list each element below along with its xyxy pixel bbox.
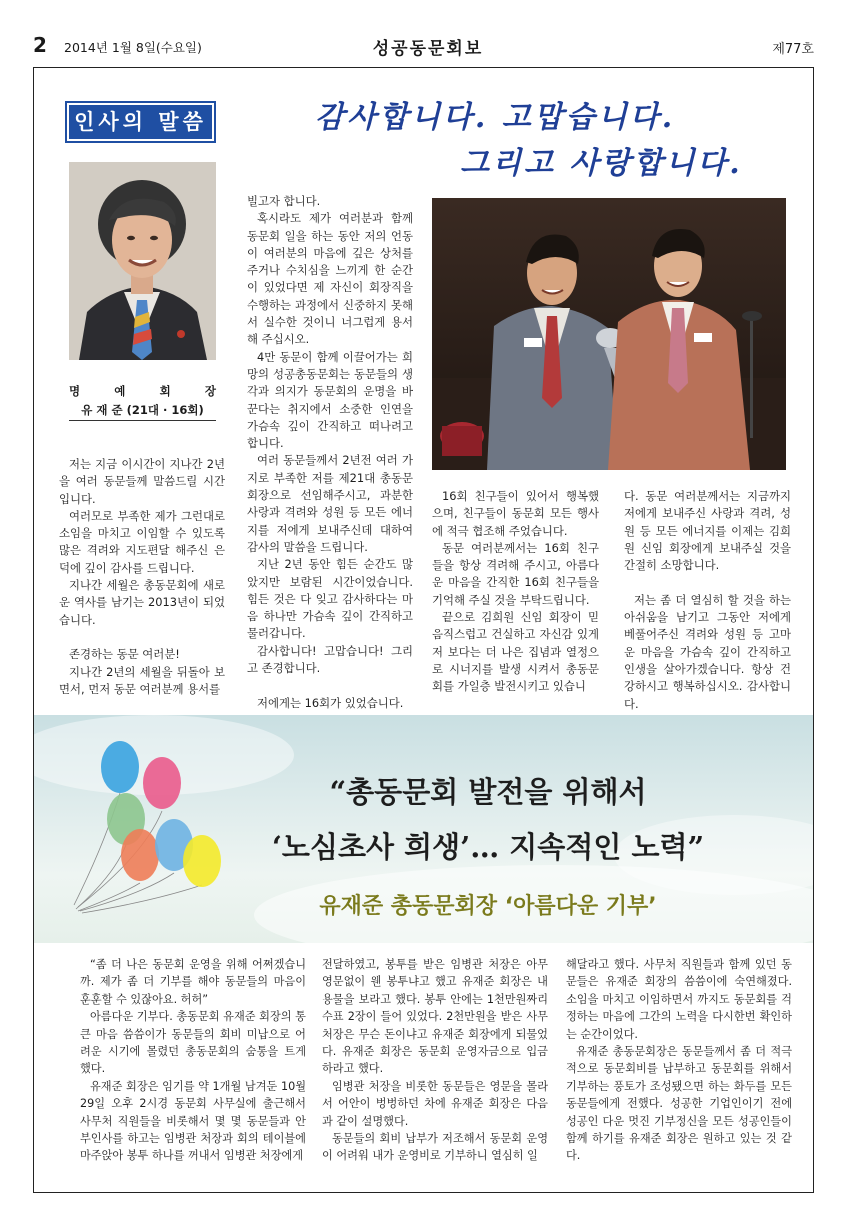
article-subtitle: 유재준 총동문회장 ‘아름다운 기부’ — [319, 894, 657, 919]
paragraph: 다. 동문 여러분께서는 지금까지 저에게 보내주신 사랑과 격려, 성원 등 모든 에너지를 이제는 김희원 신임 회장에게 보내주실 것을 간절히 소망합니다. — [624, 489, 791, 573]
paragraph: 끝으로 김희원 신임 회장이 믿음직스럽고 건실하고 자신감 있게 저 보다는 더 나은 집념과 열정으로 시너지를 발생 시켜서 총동문회를 가일층 발전시키고 있습니 — [432, 610, 599, 694]
paragraph: 아름다운 기부다. 총동문회 유재준 회장의 통 큰 마음 씀씀이가 동문들의 회비 미납으로 어려운 시기에 몰렸던 총동문회의 숨통을 트게 했다. — [80, 1010, 306, 1076]
article-column-1 — [80, 956, 306, 1165]
issue-date: 2014년 1월 8일(수요일) — [64, 40, 202, 55]
paragraph: 임병관 처장을 비롯한 동문들은 영문을 몰라서 어안이 벙벙하던 차에 유재준 회장은 다음과 같이 설명했다. — [322, 1079, 548, 1128]
paragraph: 저는 좀 더 열심히 할 것을 하는 아쉬움을 남기고 그동안 저에게 베풀어주신 격려와 성원 등 고마운 마음을 가슴속 깊이 간직하고 인생을 살아가겠습니다. 항상 건강하시고 행복하십시오. 감사합니다. — [624, 592, 791, 711]
article-title-line-1: “총동문회 발전을 위해서 — [329, 775, 647, 809]
headline-line-1: 감사합니다. 고맙습니다. — [315, 100, 676, 135]
article-column-2 — [322, 956, 548, 1165]
article-column-4 — [624, 488, 791, 713]
paragraph: 전달하였고, 봉투를 받은 임병관 처장은 아무 영문없이 웬 봉투냐고 했고 유재준 회장은 내용물을 보라고 했다. 봉투 안에는 1천만원짜리 수표 2장이 들어 있었다. 2천만원을 받은 사무처장은 무슨 돈이냐고 유재준 회장에게 되물었다. 유재준 회장은 동문회 운영자금으로 입금하라고 했다. — [322, 958, 548, 1076]
paragraph: 지나간 세월은 총동문회에 새로운 역사를 남기는 2013년이 되었습니다. — [59, 578, 225, 627]
paragraph: 존경하는 동문 여러분! — [69, 647, 180, 662]
paragraph: 빌고자 합니다. — [247, 194, 321, 208]
article-column-2 — [247, 193, 413, 712]
section-label: 인사의 말씀 — [67, 103, 214, 141]
caption-divider — [69, 420, 216, 421]
paragraph: 유재준 회장은 임기를 약 1개월 남겨둔 10월 29일 오후 2시경 동문회 사무실에 출근해서 사무처 직원들을 비롯해서 몇 몇 동문들과 안부인사를 하고는 임병관 처장과 회의 테이블에 마주앉아 봉투 하나를 꺼내서 임병관 처장에게 — [80, 1079, 306, 1163]
caption-name: 유 재 준 (21대 · 16회) — [81, 403, 204, 417]
headline-line-2: 그리고 사랑합니다. — [460, 146, 743, 181]
paragraph: “좀 더 나은 동문회 운영을 위해 어쩌겠습니까. 제가 좀 더 기부를 해야 동문들의 마음이 훈훈할 수 있잖아요. 허허” — [80, 958, 306, 1006]
paragraph: 감사합니다! 고맙습니다! 그리고 존경합니다. — [247, 643, 413, 676]
paragraph: 동문 여러분께서는 16회 친구들을 항상 격려해 주시고, 아름다운 마음을 간직한 16회 친구들을 기억해 주실 것을 부탁드립니다. — [432, 540, 599, 607]
paragraph: 지나간 2년의 세월을 뒤돌아 보면서, 먼저 동문 여러분께 용서를 — [59, 664, 225, 696]
paragraph: 동문들의 회비 납부가 저조해서 동문회 운영이 어려워 내가 운영비로 기부하니 열심히 일 — [322, 1132, 548, 1163]
caption-role-char: 회 — [159, 384, 171, 398]
paragraph: 4만 동문이 함께 이끌어가는 희망의 성공총동문회는 동문들의 생각과 의지가 동문회의 운명을 바꾼다는 취지에서 소중한 인연을 가슴속 깊이 간직하고 떠나려고 합니다. — [247, 349, 413, 451]
article-column-1 — [59, 456, 225, 698]
article-column-3 — [432, 488, 599, 696]
caption-role — [69, 383, 216, 399]
page-number: 2 — [33, 33, 47, 57]
caption-role-char: 명 — [69, 384, 81, 398]
paragraph: 여러모로 부족한 제가 그런대로 소임을 마치고 이임할 수 있도록 많은 격려와 지도편달 해주신 은덕에 깊이 감사를 드립니다. — [59, 508, 225, 575]
article-title-line-2: ‘노심초사 희생’… 지속적인 노력” — [271, 830, 705, 864]
caption-role-char: 장 — [204, 384, 216, 398]
paragraph: 저는 지금 이시간이 지나간 2년을 여러 동문들께 말씀드릴 시간입니다. — [59, 457, 225, 506]
paragraph: 여러 동문들께서 2년전 여러 가지로 부족한 저를 제21대 총동문회장으로 선임해주시고, 과분한 사랑과 격려와 성원 등 모든 에너지를 저에게 보내주신데 대하여 감사의 말씀을 드립니다. — [247, 453, 413, 554]
paragraph: 유재준 총동문회장은 동문들께서 좀 더 적극적으로 동문회비를 납부하고 동문회를 위해서 기부하는 풍토가 조성됐으면 하는 화두를 모든 동문들에게 전했다. 성공한 기업인이기 전에 성공인 다운 멋진 기부정신을 모든 성공인들이 함께 하기를 유재준 회장은 원하고 있는 것 같다. — [566, 1045, 792, 1163]
caption-role-char: 예 — [114, 384, 126, 398]
paragraph: 16회 친구들이 있어서 행복했으며, 친구들이 동문회 모든 행사에 적극 협조해 주었습니다. — [432, 489, 599, 538]
issue-number: 제77호 — [772, 42, 814, 57]
paragraph: 혹시라도 제가 여러분과 함께 동문회 일을 하는 동안 저의 언동이 여러분의 마음에 깊은 상처를 주거나 수치심을 느끼게 한 순간이 있었다면 제 자신이 회장직을 수행하는 과정에서 신중하지 못해서 실수한 것이니 너그럽게 용서해 주십시오. — [247, 211, 413, 347]
article-column-3 — [566, 956, 792, 1165]
paragraph: 지난 2년 동안 힘든 순간도 많았지만 보람된 시간이었습니다. 힘든 것은 다 잊고 감사하다는 마음 하나만 가슴속 깊이 간직하고 물러갑니다. — [247, 557, 413, 641]
award-ceremony-photo — [432, 198, 786, 470]
portrait-photo — [69, 162, 216, 360]
paragraph: 저에게는 16회가 있었습니다. — [257, 695, 404, 710]
newspaper-title: 성공동문회보 — [372, 39, 484, 59]
paragraph: 해달라고 했다. 사무처 직원들과 함께 있던 동문들은 유재준 회장의 씀씀이에 숙연해졌다. 소임을 마치고 이임하면서 까지도 동문회를 걱정하는 마음에 그간의 노력을 다시한번 확인하는 순간이었다. — [566, 958, 792, 1041]
